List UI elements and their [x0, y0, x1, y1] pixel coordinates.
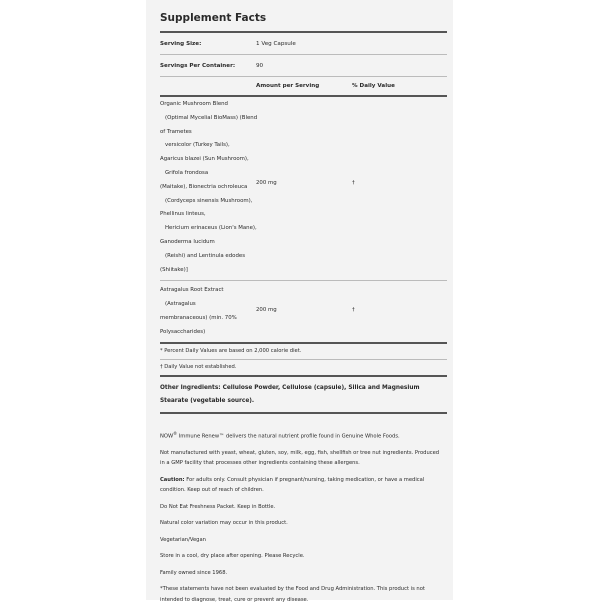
ingredient-daily-value: † — [352, 180, 355, 186]
caution-text: For adults only. Consult physician if pregnant/nursing, taking medication, or have a medical condition. Keep out of reach of children. — [160, 476, 425, 494]
ingredient-line: (Reishi) and Lentinula edodes — [165, 252, 245, 259]
table-header — [160, 77, 447, 97]
brand-name: NOW — [160, 433, 174, 440]
amount-header: Amount per Serving — [256, 83, 320, 89]
allergen-statement: Not manufactured with yeast, wheat, gluten, soy, milk, egg, fish, shellfish or tree nut ingredients. Produced in a GMP facility that processes other ingredients containing these allergens. — [160, 449, 440, 467]
ingredient-line: membranaceous) (min. 70% — [160, 314, 237, 321]
ingredient-line: (Astragalus — [165, 301, 196, 308]
caution-statement — [160, 475, 442, 496]
serving-size-label: Serving Size: — [160, 40, 202, 47]
ingredient-line: (Optimal Mycelial BioMass) (Blend — [165, 114, 258, 121]
servings-per-container-label: Servings Per Container: — [160, 62, 236, 69]
color-statement: Natural color variation may occur in this product. — [160, 520, 288, 527]
serving-size-value: 1 Veg Capsule — [256, 40, 296, 47]
serving-size-row — [160, 33, 447, 55]
ingredient-line: Organic Mushroom Blend — [160, 101, 228, 107]
footnote-dv-not-established: † Daily Value not established. — [160, 360, 447, 377]
ingredient-line: (Shiitake)] — [160, 266, 188, 273]
ingredient-daily-value: † — [352, 307, 355, 314]
other-ingredients: Other Ingredients: Cellulose Powder, Cellulose (capsule), Silica and Magnesium Stearate (vegetable source). — [160, 377, 447, 414]
panel-title: Supplement Facts — [160, 11, 447, 33]
servings-per-container-row — [160, 55, 447, 77]
supplement-facts-panel — [146, 0, 453, 603]
caution-label: Caution: — [160, 476, 185, 483]
ingredient-line: (Maitake), Bionectria ochroleuca — [160, 183, 248, 190]
ingredient-line: Polysaccharides) — [160, 328, 206, 335]
brand-statement — [160, 429, 442, 442]
fda-disclaimer: *These statements have not been evaluated by the Food and Drug Administration. This product is not intended to diagnose, treat, cure or prevent any disease. — [160, 586, 425, 603]
ingredient-line: Ganoderma lucidum — [160, 238, 215, 245]
ingredient-line: versicolor (Turkey Tails), — [165, 142, 230, 149]
footnote-percent-dv: * Percent Daily Values are based on 2,000 calorie diet. — [160, 344, 447, 360]
ingredient-amount: 200 mg — [256, 180, 277, 186]
storage-statement: Store in a cool, dry place after opening. Please Recycle. — [160, 553, 305, 560]
registered-mark: ® — [173, 430, 178, 436]
ingredient-line: Grifola frondosa — [165, 169, 209, 176]
freshness-statement: Do Not Eat Freshness Packet. Keep in Bottle. — [160, 503, 276, 510]
ingredient-line: Agaricus blazei (Sun Mushroom), — [160, 156, 249, 163]
ingredient-line: Hericium erinaceus (Lion's Mane), — [165, 225, 257, 232]
daily-value-header: % Daily Value — [352, 83, 395, 89]
ingredient-row — [160, 281, 447, 343]
ingredient-row — [160, 97, 447, 281]
servings-per-container-value: 90 — [256, 62, 264, 69]
ingredient-line: of Trametes — [160, 128, 192, 135]
family-statement: Family owned since 1968. — [160, 569, 228, 576]
ingredient-amount: 200 mg — [256, 307, 277, 314]
veg-statement: Vegetarian/Vegan — [160, 536, 206, 543]
brand-statement-text: Immune Renew™ delivers the natural nutrient profile found in Genuine Whole Foods. — [177, 433, 400, 440]
ingredient-line: (Cordyceps sinensis Mushroom), — [165, 197, 253, 204]
ingredient-line: Astragalus Root Extract — [160, 287, 224, 294]
ingredient-line: Phellinus linteus, — [160, 211, 206, 218]
